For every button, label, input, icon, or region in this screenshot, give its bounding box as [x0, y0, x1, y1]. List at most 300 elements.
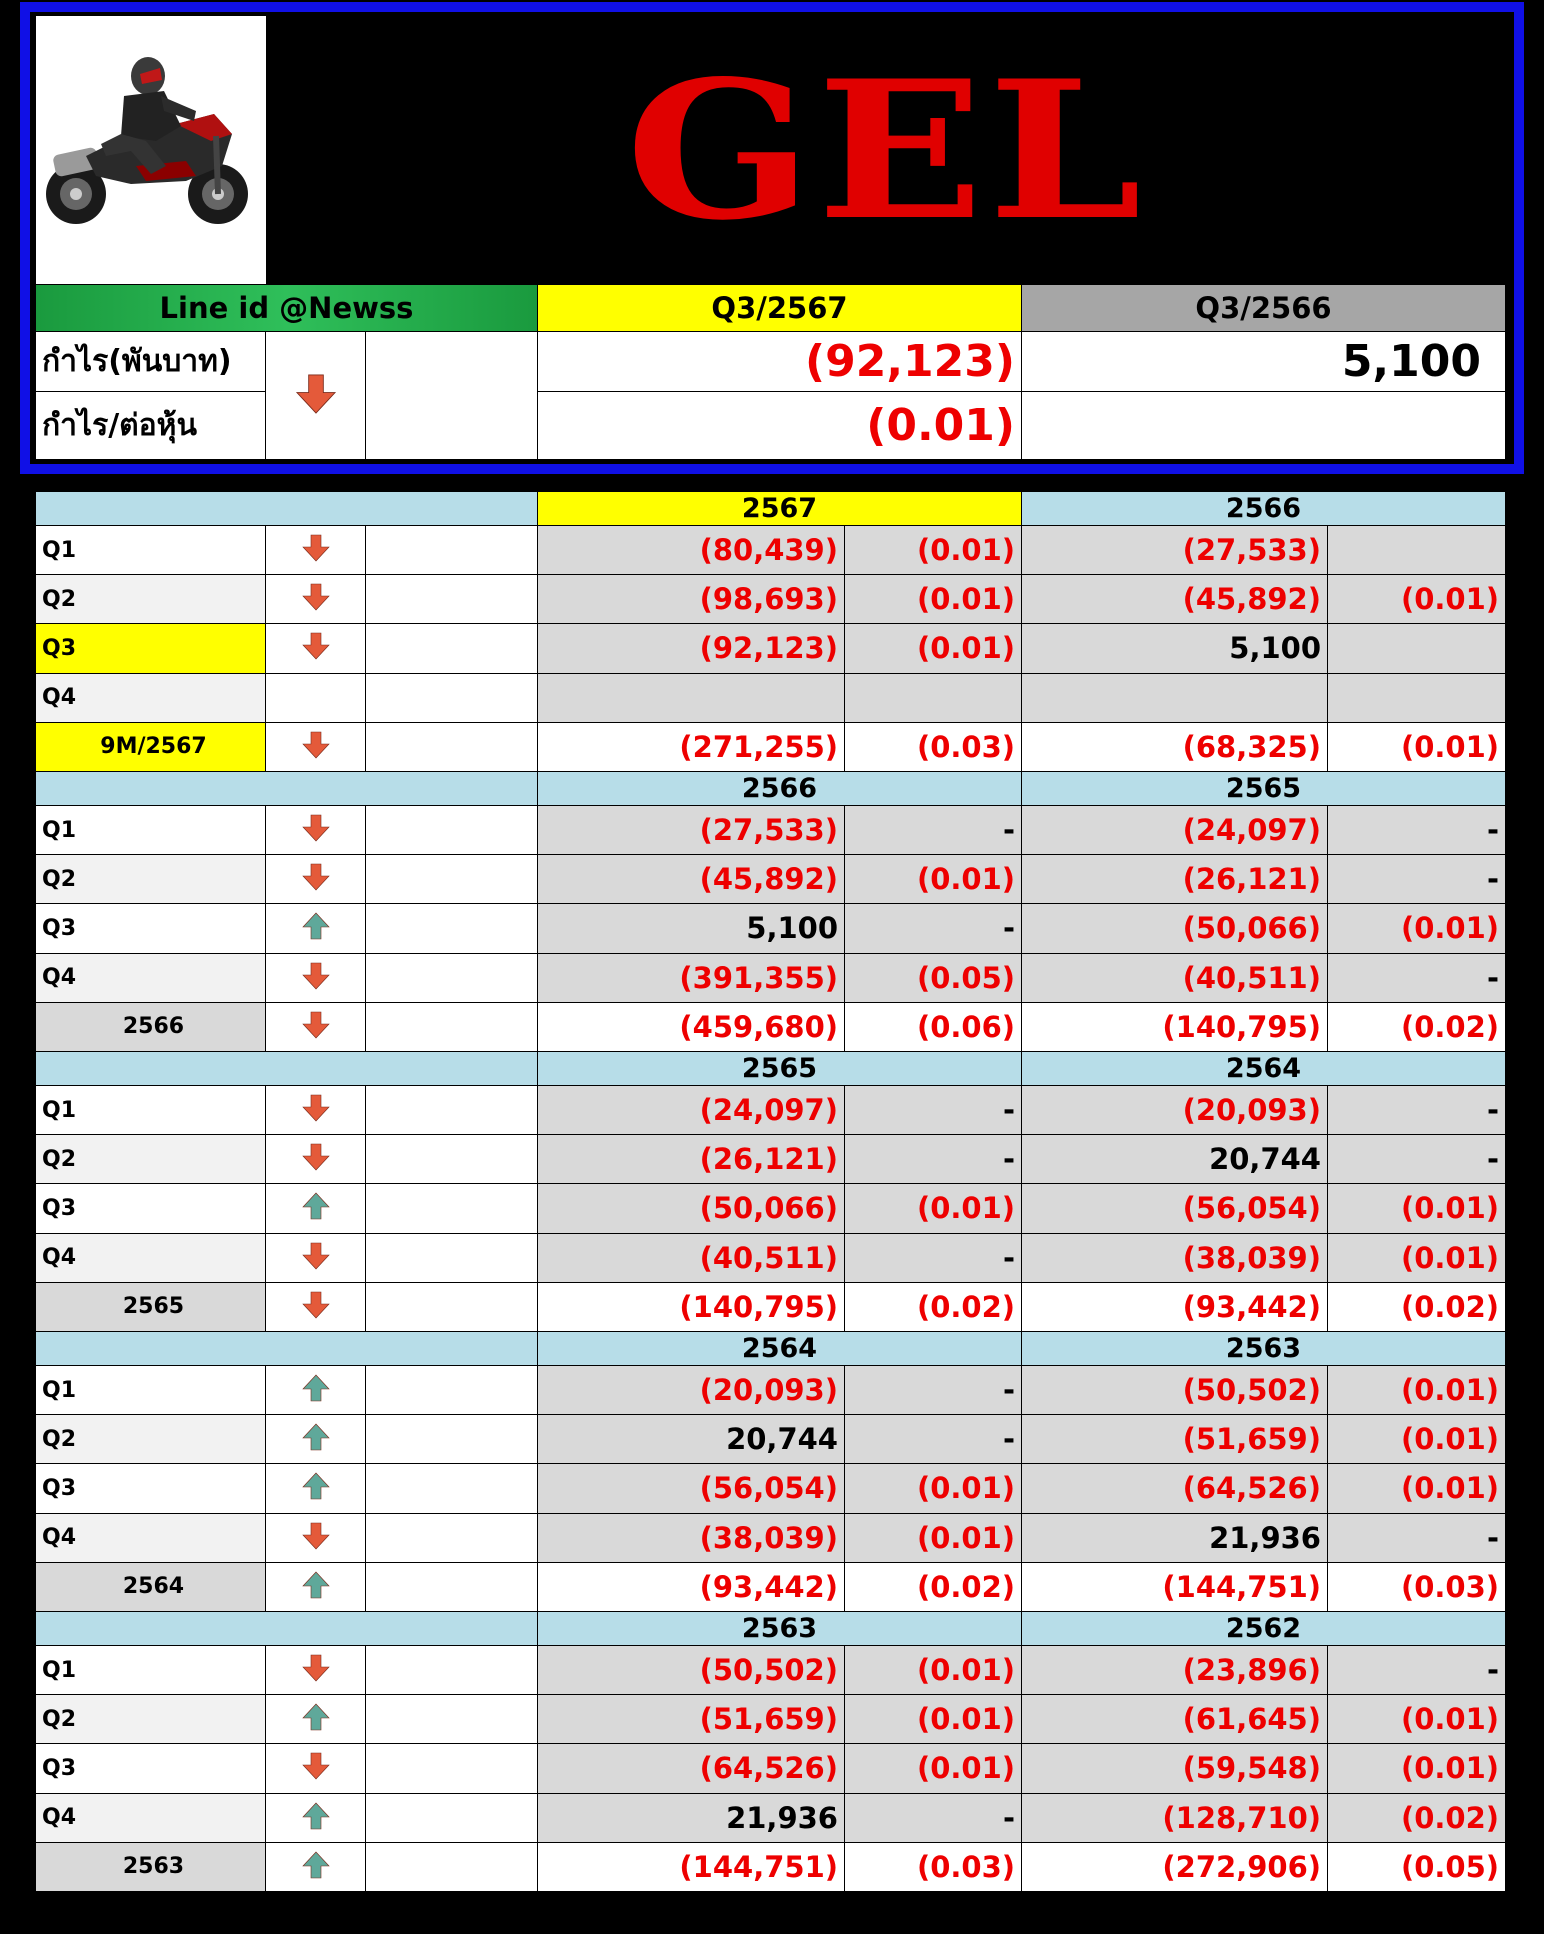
row-value-re: [1328, 1514, 1506, 1563]
row-value-text: -: [1002, 1240, 1015, 1275]
row-label: [36, 1563, 266, 1612]
row-label-text: Q4: [42, 1245, 77, 1271]
row-blank-cell: [366, 624, 538, 673]
section-header-blank: [36, 1332, 538, 1366]
row-value-text: (0.01): [1400, 1373, 1499, 1408]
row-trend-cell: [266, 723, 366, 772]
row-value-text: (0.01): [1400, 1240, 1499, 1275]
row-value-text: (0.01): [1400, 1471, 1499, 1506]
row-value-text: -: [1486, 1142, 1499, 1177]
row-value-re: [1328, 855, 1506, 904]
row-value-re: [1328, 1283, 1506, 1332]
line-id-label: Line id @Newss: [159, 291, 414, 325]
row-value-text: (0.02): [916, 1289, 1015, 1324]
row-blank-cell: [366, 1415, 538, 1464]
row-value-rp: [1022, 1366, 1328, 1415]
row-blank-cell: [366, 1283, 538, 1332]
trend-down-arrow-icon: [301, 533, 331, 567]
row-value-text: (68,325): [1182, 729, 1321, 764]
row-value-text: (0.01): [1400, 1751, 1499, 1786]
row-value-re: [1328, 1366, 1506, 1415]
section-year-right: [1022, 1332, 1506, 1366]
row-value-text: (20,093): [1182, 1093, 1321, 1128]
row-value-lp: [538, 1695, 845, 1744]
row-value-text: (93,442): [1182, 1289, 1321, 1324]
row-value-rp: [1022, 806, 1328, 855]
row-blank-cell: [366, 526, 538, 575]
row-value-le: [845, 1794, 1022, 1843]
row-blank-cell: [366, 1234, 538, 1283]
row-value-rp: [1022, 1563, 1328, 1612]
row-value-text: -: [1486, 813, 1499, 848]
row-value-lp: [538, 1003, 845, 1052]
row-value-text: (0.01): [1400, 1191, 1499, 1226]
row-value-lp: [538, 855, 845, 904]
row-trend-cell: [266, 1464, 366, 1513]
row-label-text: 2564: [122, 1574, 185, 1600]
row-blank-cell: [366, 1366, 538, 1415]
row-value-re: [1328, 904, 1506, 953]
row-value-text: (0.01): [916, 862, 1015, 897]
row-label-text: Q4: [42, 685, 77, 711]
row-value-le: [845, 1514, 1022, 1563]
row-blank-cell: [366, 1744, 538, 1793]
row-value-text: (0.01): [916, 582, 1015, 617]
row-value-text: (459,680): [679, 1009, 838, 1044]
row-trend-cell: [266, 1234, 366, 1283]
row-value-text: (128,710): [1162, 1800, 1321, 1835]
section-header-blank: [36, 772, 538, 806]
row-trend-cell: [266, 1184, 366, 1233]
section-year-left: [538, 1332, 1022, 1366]
row-value-text: (0.03): [1400, 1569, 1499, 1604]
row-value-text: (50,502): [699, 1653, 838, 1688]
row-value-lp: [538, 1415, 845, 1464]
row-value-rp: [1022, 1135, 1328, 1184]
row-value-re: [1328, 723, 1506, 772]
row-value-text: 20,744: [1209, 1142, 1321, 1177]
section-year-left-text: 2564: [741, 1333, 818, 1364]
row-value-text: -: [1002, 1142, 1015, 1177]
profit-label: [36, 332, 266, 392]
row-trend-cell: [266, 1003, 366, 1052]
section-year-left-text: 2563: [741, 1613, 818, 1644]
row-value-text: (0.01): [1400, 1422, 1499, 1457]
row-value-le: [845, 1415, 1022, 1464]
profit-previous-value: [1022, 332, 1506, 392]
row-trend-cell: [266, 1563, 366, 1612]
row-value-lp: [538, 1283, 845, 1332]
row-label: [36, 624, 266, 673]
section-year-right-text: 2566: [1225, 493, 1302, 524]
row-value-text: (26,121): [1182, 862, 1321, 897]
row-value-text: (0.01): [916, 1751, 1015, 1786]
row-value-text: -: [1486, 1520, 1499, 1555]
row-value-text: -: [1002, 1093, 1015, 1128]
row-value-text: (64,526): [1182, 1471, 1321, 1506]
row-blank-cell: [366, 1843, 538, 1892]
row-value-rp: [1022, 855, 1328, 904]
row-value-text: -: [1002, 1373, 1015, 1408]
row-value-text: (0.03): [916, 729, 1015, 764]
row-value-lp: [538, 1135, 845, 1184]
section-header-blank: [36, 1612, 538, 1646]
section-year-left-text: 2567: [741, 493, 818, 524]
row-value-le: [845, 904, 1022, 953]
row-value-text: (0.03): [916, 1849, 1015, 1884]
profit-current-value: [538, 332, 1022, 392]
row-value-text: -: [1002, 813, 1015, 848]
row-value-text: (27,533): [1182, 533, 1321, 568]
row-value-rp: [1022, 674, 1328, 723]
trend-down-arrow-icon: [301, 631, 331, 665]
row-value-re: [1328, 575, 1506, 624]
row-value-re: [1328, 1234, 1506, 1283]
row-label-text: Q2: [42, 1426, 77, 1452]
row-value-re: [1328, 1744, 1506, 1793]
row-trend-cell: [266, 1135, 366, 1184]
row-value-re: [1328, 674, 1506, 723]
row-trend-cell: [266, 1843, 366, 1892]
period-previous-label: Q3/2566: [1195, 291, 1332, 325]
section-year-right-text: 2563: [1225, 1333, 1302, 1364]
row-label: [36, 1086, 266, 1135]
row-blank-cell: [366, 674, 538, 723]
row-label: [36, 1646, 266, 1695]
row-value-rp: [1022, 1794, 1328, 1843]
row-value-text: (92,123): [699, 631, 838, 666]
row-value-re: [1328, 1843, 1506, 1892]
row-value-le: [845, 1843, 1022, 1892]
row-value-rp: [1022, 1003, 1328, 1052]
section-year-left-text: 2565: [741, 1053, 818, 1084]
row-value-lp: [538, 624, 845, 673]
row-label-text: Q4: [42, 1805, 77, 1831]
row-label: [36, 1135, 266, 1184]
row-value-text: (0.01): [916, 1520, 1015, 1555]
row-label-text: Q1: [42, 1657, 77, 1683]
row-value-re: [1328, 1184, 1506, 1233]
row-value-text: -: [1486, 1653, 1499, 1688]
row-value-text: (40,511): [699, 1240, 838, 1275]
row-value-text: (391,355): [679, 960, 838, 995]
row-value-text: -: [1486, 862, 1499, 897]
row-label: [36, 1514, 266, 1563]
trend-down-arrow-icon: [301, 862, 331, 896]
row-value-le: [845, 1184, 1022, 1233]
row-value-rp: [1022, 1744, 1328, 1793]
row-value-le: [845, 806, 1022, 855]
trend-up-arrow-icon: [301, 1850, 331, 1884]
row-trend-cell: [266, 674, 366, 723]
row-blank-cell: [366, 1794, 538, 1843]
row-blank-cell: [366, 1086, 538, 1135]
row-value-text: (272,906): [1162, 1849, 1321, 1884]
row-blank-cell: [366, 1464, 538, 1513]
row-trend-cell: [266, 1514, 366, 1563]
period-current-label: Q3/2567: [711, 291, 848, 325]
trend-up-arrow-icon: [301, 1801, 331, 1835]
row-value-text: (38,039): [699, 1520, 838, 1555]
row-value-text: (0.05): [916, 960, 1015, 995]
row-value-le: [845, 1464, 1022, 1513]
row-label: [36, 1744, 266, 1793]
row-label: [36, 1184, 266, 1233]
row-value-lp: [538, 575, 845, 624]
row-value-le: [845, 723, 1022, 772]
row-label: [36, 1464, 266, 1513]
row-trend-cell: [266, 1415, 366, 1464]
section-year-right: [1022, 492, 1506, 526]
row-trend-cell: [266, 954, 366, 1003]
row-label: [36, 723, 266, 772]
row-value-text: (0.02): [1400, 1800, 1499, 1835]
trend-up-arrow-icon: [301, 1702, 331, 1736]
line-id-header: [36, 285, 538, 332]
row-value-lp: [538, 1794, 845, 1843]
row-value-rp: [1022, 1695, 1328, 1744]
section-year-left-text: 2566: [741, 773, 818, 804]
row-value-text: 5,100: [746, 911, 838, 946]
section-year-right-text: 2564: [1225, 1053, 1302, 1084]
row-value-re: [1328, 1464, 1506, 1513]
row-value-text: (0.01): [916, 1653, 1015, 1688]
row-value-rp: [1022, 954, 1328, 1003]
row-value-le: [845, 1135, 1022, 1184]
row-value-lp: [538, 1646, 845, 1695]
row-value-rp: [1022, 1843, 1328, 1892]
row-value-le: [845, 1563, 1022, 1612]
row-value-rp: [1022, 1514, 1328, 1563]
row-label-text: Q3: [42, 1195, 77, 1221]
trend-down-arrow-icon: [301, 1142, 331, 1176]
row-value-text: (0.01): [916, 1471, 1015, 1506]
row-value-le: [845, 954, 1022, 1003]
eps-label-text: กำไร/ต่อหุ้น: [42, 408, 197, 443]
row-trend-cell: [266, 1744, 366, 1793]
section-header-blank: [36, 1052, 538, 1086]
row-value-lp: [538, 526, 845, 575]
trend-up-arrow-icon: [301, 1373, 331, 1407]
row-value-text: (0.05): [1400, 1849, 1499, 1884]
profit-previous-text: 5,100: [1341, 336, 1481, 387]
trend-down-arrow-icon: [301, 582, 331, 616]
row-blank-cell: [366, 1646, 538, 1695]
row-value-text: (24,097): [1182, 813, 1321, 848]
row-label-text: Q3: [42, 1475, 77, 1501]
row-trend-cell: [266, 855, 366, 904]
row-label: [36, 954, 266, 1003]
row-value-text: (50,502): [1182, 1373, 1321, 1408]
row-value-text: (24,097): [699, 1093, 838, 1128]
row-value-rp: [1022, 1646, 1328, 1695]
row-trend-cell: [266, 1794, 366, 1843]
row-label: [36, 1695, 266, 1744]
trend-down-arrow-icon: [301, 1290, 331, 1324]
section-year-left: [538, 1612, 1022, 1646]
row-value-re: [1328, 1563, 1506, 1612]
row-label: [36, 1794, 266, 1843]
row-label-text: Q3: [42, 635, 77, 661]
row-value-text: (61,645): [1182, 1702, 1321, 1737]
row-value-text: (93,442): [699, 1569, 838, 1604]
row-value-text: -: [1486, 960, 1499, 995]
row-blank-cell: [366, 1514, 538, 1563]
row-label-text: 9M/2567: [100, 734, 207, 760]
trend-down-arrow-icon: [301, 1521, 331, 1555]
row-blank-cell: [366, 1563, 538, 1612]
row-label-text: Q3: [42, 915, 77, 941]
eps-label: [36, 392, 266, 460]
row-value-text: -: [1002, 1422, 1015, 1457]
row-value-text: (45,892): [699, 862, 838, 897]
section-year-right: [1022, 772, 1506, 806]
row-value-text: (50,066): [1182, 911, 1321, 946]
row-value-text: (0.02): [916, 1569, 1015, 1604]
row-value-rp: [1022, 1415, 1328, 1464]
row-blank-cell: [366, 806, 538, 855]
row-value-text: 5,100: [1229, 631, 1321, 666]
row-trend-cell: [266, 1366, 366, 1415]
row-label: [36, 1366, 266, 1415]
row-value-lp: [538, 1563, 845, 1612]
row-value-lp: [538, 1234, 845, 1283]
row-value-text: 21,936: [1209, 1520, 1321, 1555]
row-value-text: (51,659): [699, 1702, 838, 1737]
row-value-re: [1328, 1003, 1506, 1052]
row-value-lp: [538, 1464, 845, 1513]
row-value-text: 21,936: [726, 1800, 838, 1835]
row-value-text: 20,744: [726, 1422, 838, 1457]
trend-down-arrow-icon: [301, 1093, 331, 1127]
summary-trend-arrow-icon: [294, 372, 338, 420]
row-value-re: [1328, 1695, 1506, 1744]
row-value-rp: [1022, 624, 1328, 673]
row-value-le: [845, 526, 1022, 575]
row-value-rp: [1022, 526, 1328, 575]
row-value-rp: [1022, 1184, 1328, 1233]
row-value-lp: [538, 954, 845, 1003]
row-value-text: (0.02): [1400, 1009, 1499, 1044]
row-value-rp: [1022, 723, 1328, 772]
row-label-text: Q1: [42, 817, 77, 843]
row-label: [36, 904, 266, 953]
row-blank-cell: [366, 904, 538, 953]
row-value-rp: [1022, 1283, 1328, 1332]
row-value-text: (51,659): [1182, 1422, 1321, 1457]
row-label-text: 2563: [122, 1854, 185, 1880]
row-value-re: [1328, 954, 1506, 1003]
row-value-text: -: [1002, 1800, 1015, 1835]
trend-up-arrow-icon: [301, 1471, 331, 1505]
summary-blank-cell: [366, 332, 538, 460]
row-value-le: [845, 1695, 1022, 1744]
row-label: [36, 855, 266, 904]
row-value-text: (271,255): [679, 729, 838, 764]
row-trend-cell: [266, 1283, 366, 1332]
section-year-right-text: 2562: [1225, 1613, 1302, 1644]
trend-down-arrow-icon: [301, 1751, 331, 1785]
trend-down-arrow-icon: [301, 961, 331, 995]
row-value-lp: [538, 1184, 845, 1233]
row-value-lp: [538, 674, 845, 723]
row-value-text: (56,054): [1182, 1191, 1321, 1226]
trend-up-arrow-icon: [301, 911, 331, 945]
row-value-text: (144,751): [679, 1849, 838, 1884]
row-value-rp: [1022, 575, 1328, 624]
row-value-text: (20,093): [699, 1373, 838, 1408]
row-label-text: Q3: [42, 1755, 77, 1781]
row-value-text: (64,526): [699, 1751, 838, 1786]
row-value-text: (140,795): [1162, 1009, 1321, 1044]
row-value-text: (38,039): [1182, 1240, 1321, 1275]
row-value-text: (0.01): [916, 1191, 1015, 1226]
row-value-lp: [538, 1514, 845, 1563]
row-blank-cell: [366, 723, 538, 772]
row-value-le: [845, 1744, 1022, 1793]
row-value-text: (40,511): [1182, 960, 1321, 995]
row-value-text: (98,693): [699, 582, 838, 617]
row-value-re: [1328, 1086, 1506, 1135]
trend-down-arrow-icon: [301, 1010, 331, 1044]
row-value-text: (50,066): [699, 1191, 838, 1226]
row-label-text: Q4: [42, 1525, 77, 1551]
row-value-lp: [538, 806, 845, 855]
row-label: [36, 1415, 266, 1464]
row-trend-cell: [266, 806, 366, 855]
row-value-lp: [538, 1843, 845, 1892]
row-value-le: [845, 575, 1022, 624]
summary-trend-cell: [266, 332, 366, 460]
profit-label-text: กำไร(พันบาท): [42, 344, 232, 379]
row-value-re: [1328, 1415, 1506, 1464]
row-value-re: [1328, 1135, 1506, 1184]
row-trend-cell: [266, 1086, 366, 1135]
row-label-text: Q1: [42, 1377, 77, 1403]
row-value-le: [845, 1366, 1022, 1415]
row-blank-cell: [366, 1003, 538, 1052]
row-value-re: [1328, 806, 1506, 855]
trend-down-arrow-icon: [301, 813, 331, 847]
eps-current-text: (0.01): [866, 400, 1015, 451]
row-value-rp: [1022, 904, 1328, 953]
row-value-text: (0.01): [916, 631, 1015, 666]
row-value-text: (27,533): [699, 813, 838, 848]
row-value-text: (144,751): [1162, 1569, 1321, 1604]
row-trend-cell: [266, 1646, 366, 1695]
row-value-text: (26,121): [699, 1142, 838, 1177]
row-value-text: (0.02): [1400, 1289, 1499, 1324]
row-value-text: (0.01): [916, 1702, 1015, 1737]
row-label: [36, 1003, 266, 1052]
row-value-text: (0.01): [916, 533, 1015, 568]
row-value-le: [845, 624, 1022, 673]
row-value-text: (45,892): [1182, 582, 1321, 617]
trend-down-arrow-icon: [301, 1653, 331, 1687]
row-value-le: [845, 1086, 1022, 1135]
trend-down-arrow-icon: [301, 730, 331, 764]
row-value-lp: [538, 1744, 845, 1793]
row-value-rp: [1022, 1464, 1328, 1513]
section-year-right: [1022, 1612, 1506, 1646]
profit-current-text: (92,123): [804, 336, 1015, 387]
row-value-re: [1328, 1794, 1506, 1843]
row-value-re: [1328, 624, 1506, 673]
row-label-text: Q2: [42, 1706, 77, 1732]
row-value-le: [845, 855, 1022, 904]
row-trend-cell: [266, 1695, 366, 1744]
trend-up-arrow-icon: [301, 1570, 331, 1604]
